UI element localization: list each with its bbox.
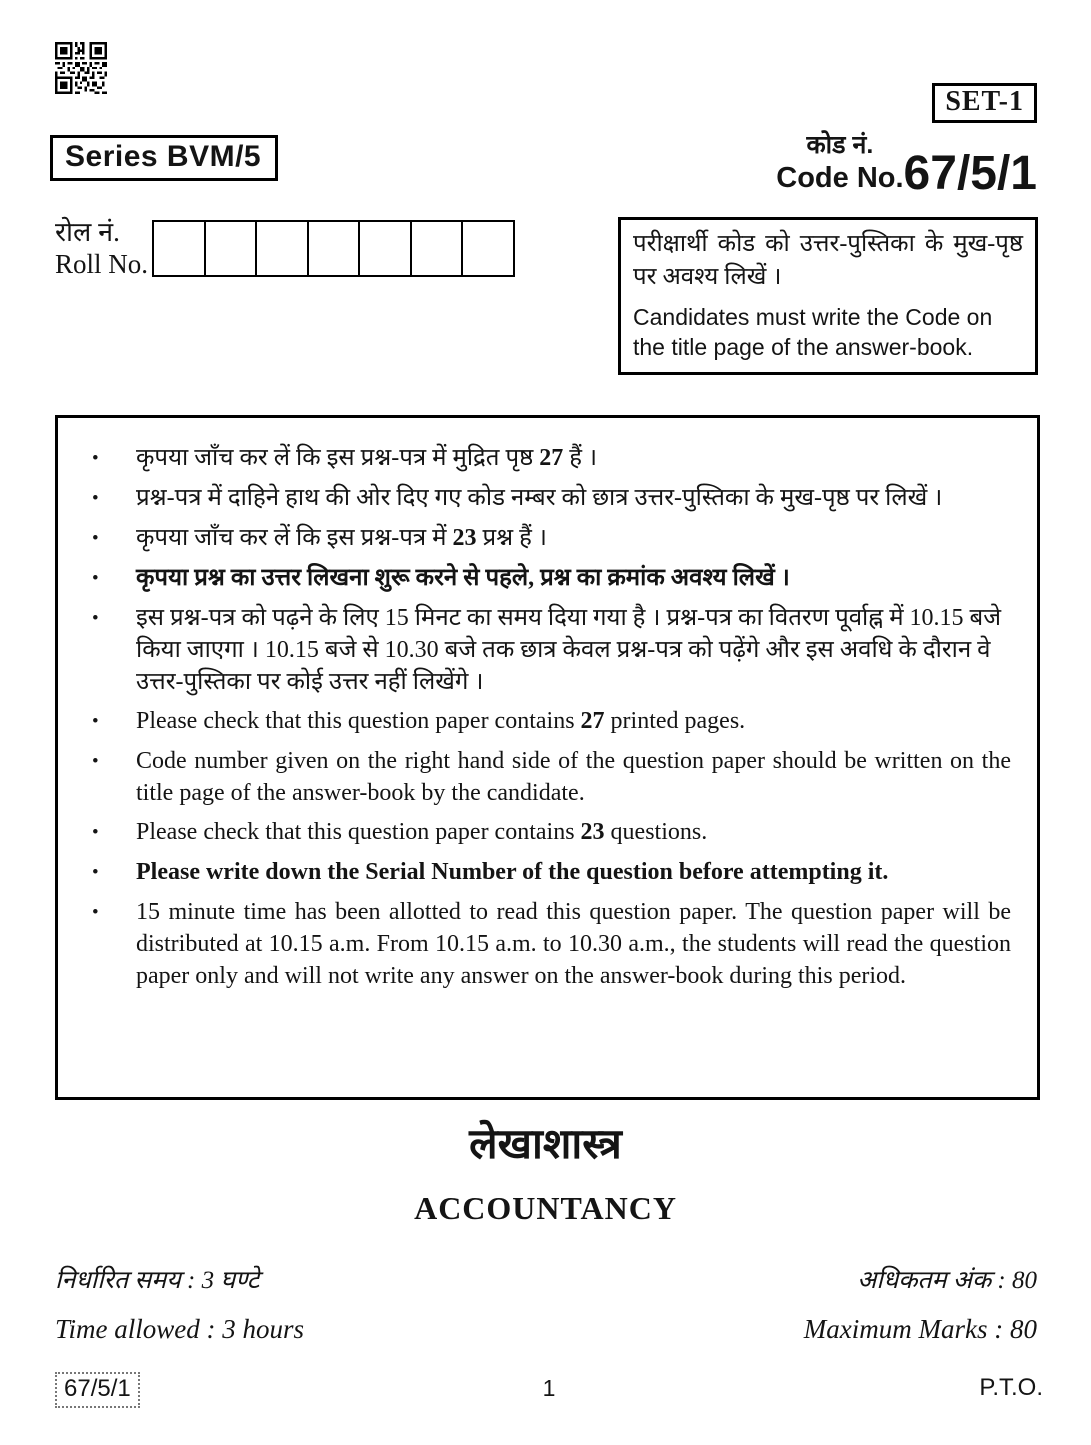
instruction-item bbox=[92, 562, 1011, 595]
instruction-text: प्रश्न-पत्र में दाहिने हाथ की ओर दिए गए कोड नम्बर को छात्र उत्तर-पुस्तिका के मुख-पृष्ठ पर लिखें । bbox=[136, 485, 943, 511]
footer-code-badge: 67/5/1 bbox=[55, 1372, 140, 1408]
pto-label: P.T.O. bbox=[979, 1374, 1043, 1401]
instructions-box bbox=[55, 415, 1040, 1100]
instruction-text: Please write down the Serial Number of the question before attempting it. bbox=[136, 859, 889, 885]
instruction-text: Code number given on the right hand side of the question paper should be written on the title page of the answer-book by the candidate. bbox=[136, 748, 1011, 806]
code-number-block bbox=[776, 130, 1037, 200]
instruction-text: कृपया जाँच कर लें कि इस प्रश्न-पत्र में 23 प्रश्न हैं । bbox=[136, 525, 547, 551]
instruction-text: Please check that this question paper contains 23 questions. bbox=[136, 819, 708, 845]
instruction-text: 15 minute time has been allotted to read this question paper. The question paper will be distributed at 10.15 a.m. From 10.15 a.m. to 10.30 a.m., the students will read the question paper only and will not write any answer on the answer-book during this period. bbox=[136, 899, 1011, 989]
time-allowed-hindi: निर्धारित समय : 3 घण्टे bbox=[55, 1267, 260, 1294]
roll-no-cell bbox=[358, 220, 412, 277]
instruction-item bbox=[92, 856, 1011, 889]
set-badge bbox=[932, 83, 1037, 123]
meta-row-hindi bbox=[55, 1262, 1037, 1296]
bullet-icon: • bbox=[92, 902, 99, 923]
bullet-icon: • bbox=[92, 711, 99, 732]
instruction-item bbox=[92, 896, 1011, 992]
bullet-icon: • bbox=[92, 751, 99, 772]
bullet-icon: • bbox=[92, 608, 99, 629]
time-allowed-english: Time allowed : 3 hours bbox=[55, 1314, 305, 1344]
code-notice-hindi: परीक्षार्थी कोड को उत्तर-पुस्तिका के मुख-पृष्ठ पर अवश्य लिखें । bbox=[633, 231, 1023, 290]
roll-no-cell bbox=[410, 220, 464, 277]
max-marks-english: Maximum Marks : 80 bbox=[803, 1314, 1037, 1344]
code-notice-box bbox=[618, 217, 1038, 375]
code-notice-english: Candidates must write the Code on the title page of the answer-book. bbox=[633, 304, 993, 360]
code-labels bbox=[776, 130, 903, 196]
meta-row-english bbox=[55, 1314, 1037, 1345]
bullet-icon: • bbox=[92, 488, 99, 509]
roll-label-hindi: रोल नं. bbox=[55, 217, 120, 247]
instruction-item bbox=[92, 522, 1011, 555]
max-marks-hindi: अधिकतम अंक : 80 bbox=[857, 1267, 1037, 1294]
instruction-text: इस प्रश्न-पत्र को पढ़ने के लिए 15 मिनट का समय दिया गया है । प्रश्न-पत्र का वितरण पूर्वाह्न में 10.15 बजे किया जाएगा । 10.15 बजे से 10.30 बजे तक छात्र केवल प्रश्न-पत्र को पढ़ेंगे और इस अवधि के दौरान वे उत्तर-पुस्तिका पर कोई उत्तर नहीं लिखेंगे । bbox=[136, 605, 1002, 695]
roll-number-boxes bbox=[152, 220, 515, 277]
instructions-list bbox=[92, 442, 1011, 992]
instruction-text: कृपया जाँच कर लें कि इस प्रश्न-पत्र में मुद्रित पृष्ठ 27 हैं । bbox=[136, 445, 598, 471]
bullet-icon: • bbox=[92, 822, 99, 843]
instruction-item bbox=[92, 602, 1011, 698]
set-label: SET-1 bbox=[945, 86, 1024, 117]
qr-code-icon bbox=[55, 40, 107, 96]
subject-title-hindi: लेखाशास्त्र bbox=[469, 1122, 622, 1168]
instruction-text: कृपया प्रश्न का उत्तर लिखना शुरू करने से पहले, प्रश्न का क्रमांक अवश्य लिखें । bbox=[136, 565, 790, 591]
roll-no-cell bbox=[307, 220, 361, 277]
series-badge bbox=[50, 135, 278, 181]
roll-label-english: Roll No. bbox=[55, 249, 149, 279]
subject-title-english: ACCOUNTANCY bbox=[414, 1190, 677, 1226]
roll-no-cell bbox=[461, 220, 515, 277]
code-label-hindi: कोड नं. bbox=[806, 131, 874, 159]
instruction-item bbox=[92, 816, 1011, 849]
roll-no-cell bbox=[255, 220, 309, 277]
instruction-item bbox=[92, 705, 1011, 738]
page-number: 1 bbox=[542, 1375, 556, 1401]
bullet-icon: • bbox=[92, 568, 99, 589]
series-label: Series BVM/5 bbox=[65, 140, 262, 173]
instruction-item bbox=[92, 482, 1011, 515]
instruction-item bbox=[92, 442, 1011, 475]
roll-no-cell bbox=[152, 220, 206, 277]
bullet-icon: • bbox=[92, 862, 99, 883]
instruction-text: Please check that this question paper contains 27 printed pages. bbox=[136, 708, 746, 734]
instruction-item bbox=[92, 745, 1011, 809]
code-number-value: 67/5/1 bbox=[903, 147, 1037, 200]
page-footer bbox=[55, 1372, 1043, 1412]
bullet-icon: • bbox=[92, 528, 99, 549]
code-label-english: Code No. bbox=[776, 162, 904, 194]
roll-number-labels bbox=[55, 216, 148, 280]
roll-no-cell bbox=[204, 220, 258, 277]
bullet-icon: • bbox=[92, 448, 99, 469]
